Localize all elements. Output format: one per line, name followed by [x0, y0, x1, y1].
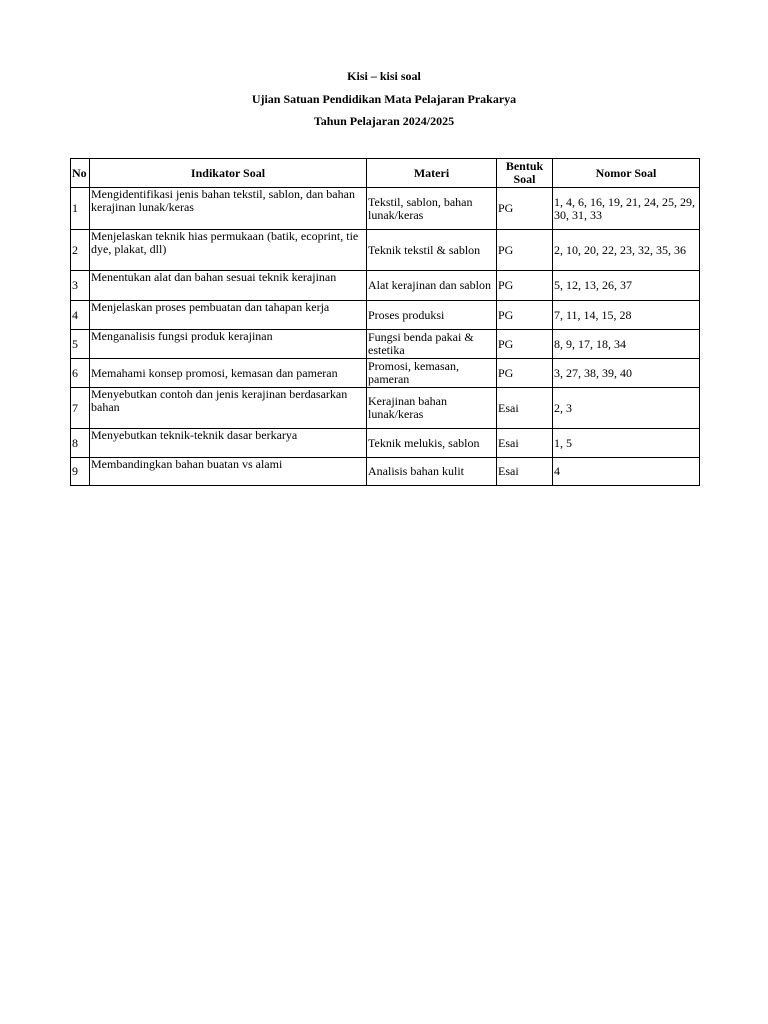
cell-nomor: 2, 10, 20, 22, 23, 32, 35, 36: [553, 230, 700, 271]
cell-indikator: Menentukan alat dan bahan sesuai teknik kerajinan: [90, 271, 367, 301]
cell-indikator: Membandingkan bahan buatan vs alami: [90, 458, 367, 486]
cell-indikator: Menyebutkan teknik-teknik dasar berkarya: [90, 429, 367, 458]
cell-no: 3: [71, 271, 90, 301]
column-header-bentuk: Bentuk Soal: [497, 159, 553, 188]
cell-nomor: 3, 27, 38, 39, 40: [553, 359, 700, 388]
cell-nomor: 2, 3: [553, 388, 700, 429]
cell-materi: Kerajinan bahan lunak/keras: [367, 388, 497, 429]
cell-materi: Promosi, kemasan, pameran: [367, 359, 497, 388]
column-header-no: No: [71, 159, 90, 188]
cell-indikator: Memahami konsep promosi, kemasan dan pameran: [90, 359, 367, 388]
table-row: [71, 188, 700, 230]
column-header-indikator: Indikator Soal: [90, 159, 367, 188]
table-row: [71, 301, 700, 330]
cell-no: 6: [71, 359, 90, 388]
kisi-table: [70, 158, 700, 486]
table-row: [71, 388, 700, 429]
table-row: [71, 330, 700, 359]
cell-bentuk: Esai: [497, 458, 553, 486]
cell-nomor: 8, 9, 17, 18, 34: [553, 330, 700, 359]
cell-indikator: Mengidentifikasi jenis bahan tekstil, sablon, dan bahan kerajinan lunak/keras: [90, 188, 367, 230]
cell-bentuk: Esai: [497, 429, 553, 458]
cell-no: 2: [71, 230, 90, 271]
cell-no: 8: [71, 429, 90, 458]
column-header-nomor: Nomor Soal: [553, 159, 700, 188]
cell-nomor: 1, 4, 6, 16, 19, 21, 24, 25, 29, 30, 31, 33: [553, 188, 700, 230]
table-header-row: [71, 159, 700, 188]
cell-no: 1: [71, 188, 90, 230]
cell-nomor: 4: [553, 458, 700, 486]
cell-bentuk: PG: [497, 359, 553, 388]
cell-no: 7: [71, 388, 90, 429]
cell-materi: Teknik tekstil & sablon: [367, 230, 497, 271]
cell-no: 4: [71, 301, 90, 330]
cell-no: 9: [71, 458, 90, 486]
cell-bentuk: PG: [497, 330, 553, 359]
document-year: Tahun Pelajaran 2024/2025: [313, 114, 455, 128]
cell-materi: Proses produksi: [367, 301, 497, 330]
cell-bentuk: PG: [497, 230, 553, 271]
cell-materi: Tekstil, sablon, bahan lunak/keras: [367, 188, 497, 230]
cell-indikator: Menjelaskan teknik hias permukaan (batik, ecoprint, tie dye, plakat, dll): [90, 230, 367, 271]
cell-no: 5: [71, 330, 90, 359]
cell-materi: Alat kerajinan dan sablon: [367, 271, 497, 301]
document-title: Kisi – kisi soal: [347, 69, 421, 83]
cell-nomor: 5, 12, 13, 26, 37: [553, 271, 700, 301]
cell-materi: Analisis bahan kulit: [367, 458, 497, 486]
cell-materi: Teknik melukis, sablon: [367, 429, 497, 458]
cell-bentuk: PG: [497, 271, 553, 301]
cell-materi: Fungsi benda pakai & estetika: [367, 330, 497, 359]
table-row: [71, 271, 700, 301]
cell-nomor: 1, 5: [553, 429, 700, 458]
cell-bentuk: Esai: [497, 388, 553, 429]
document-subtitle: Ujian Satuan Pendidikan Mata Pelajaran Prakarya: [251, 92, 517, 106]
table-row: [71, 458, 700, 486]
cell-bentuk: PG: [497, 301, 553, 330]
table-row: [71, 429, 700, 458]
cell-indikator: Menyebutkan contoh dan jenis kerajinan berdasarkan bahan: [90, 388, 367, 429]
table-row: [71, 359, 700, 388]
column-header-materi: Materi: [367, 159, 497, 188]
cell-indikator: Menjelaskan proses pembuatan dan tahapan kerja: [90, 301, 367, 330]
table-row: [71, 230, 700, 271]
cell-nomor: 7, 11, 14, 15, 28: [553, 301, 700, 330]
cell-indikator: Menganalisis fungsi produk kerajinan: [90, 330, 367, 359]
cell-bentuk: PG: [497, 188, 553, 230]
